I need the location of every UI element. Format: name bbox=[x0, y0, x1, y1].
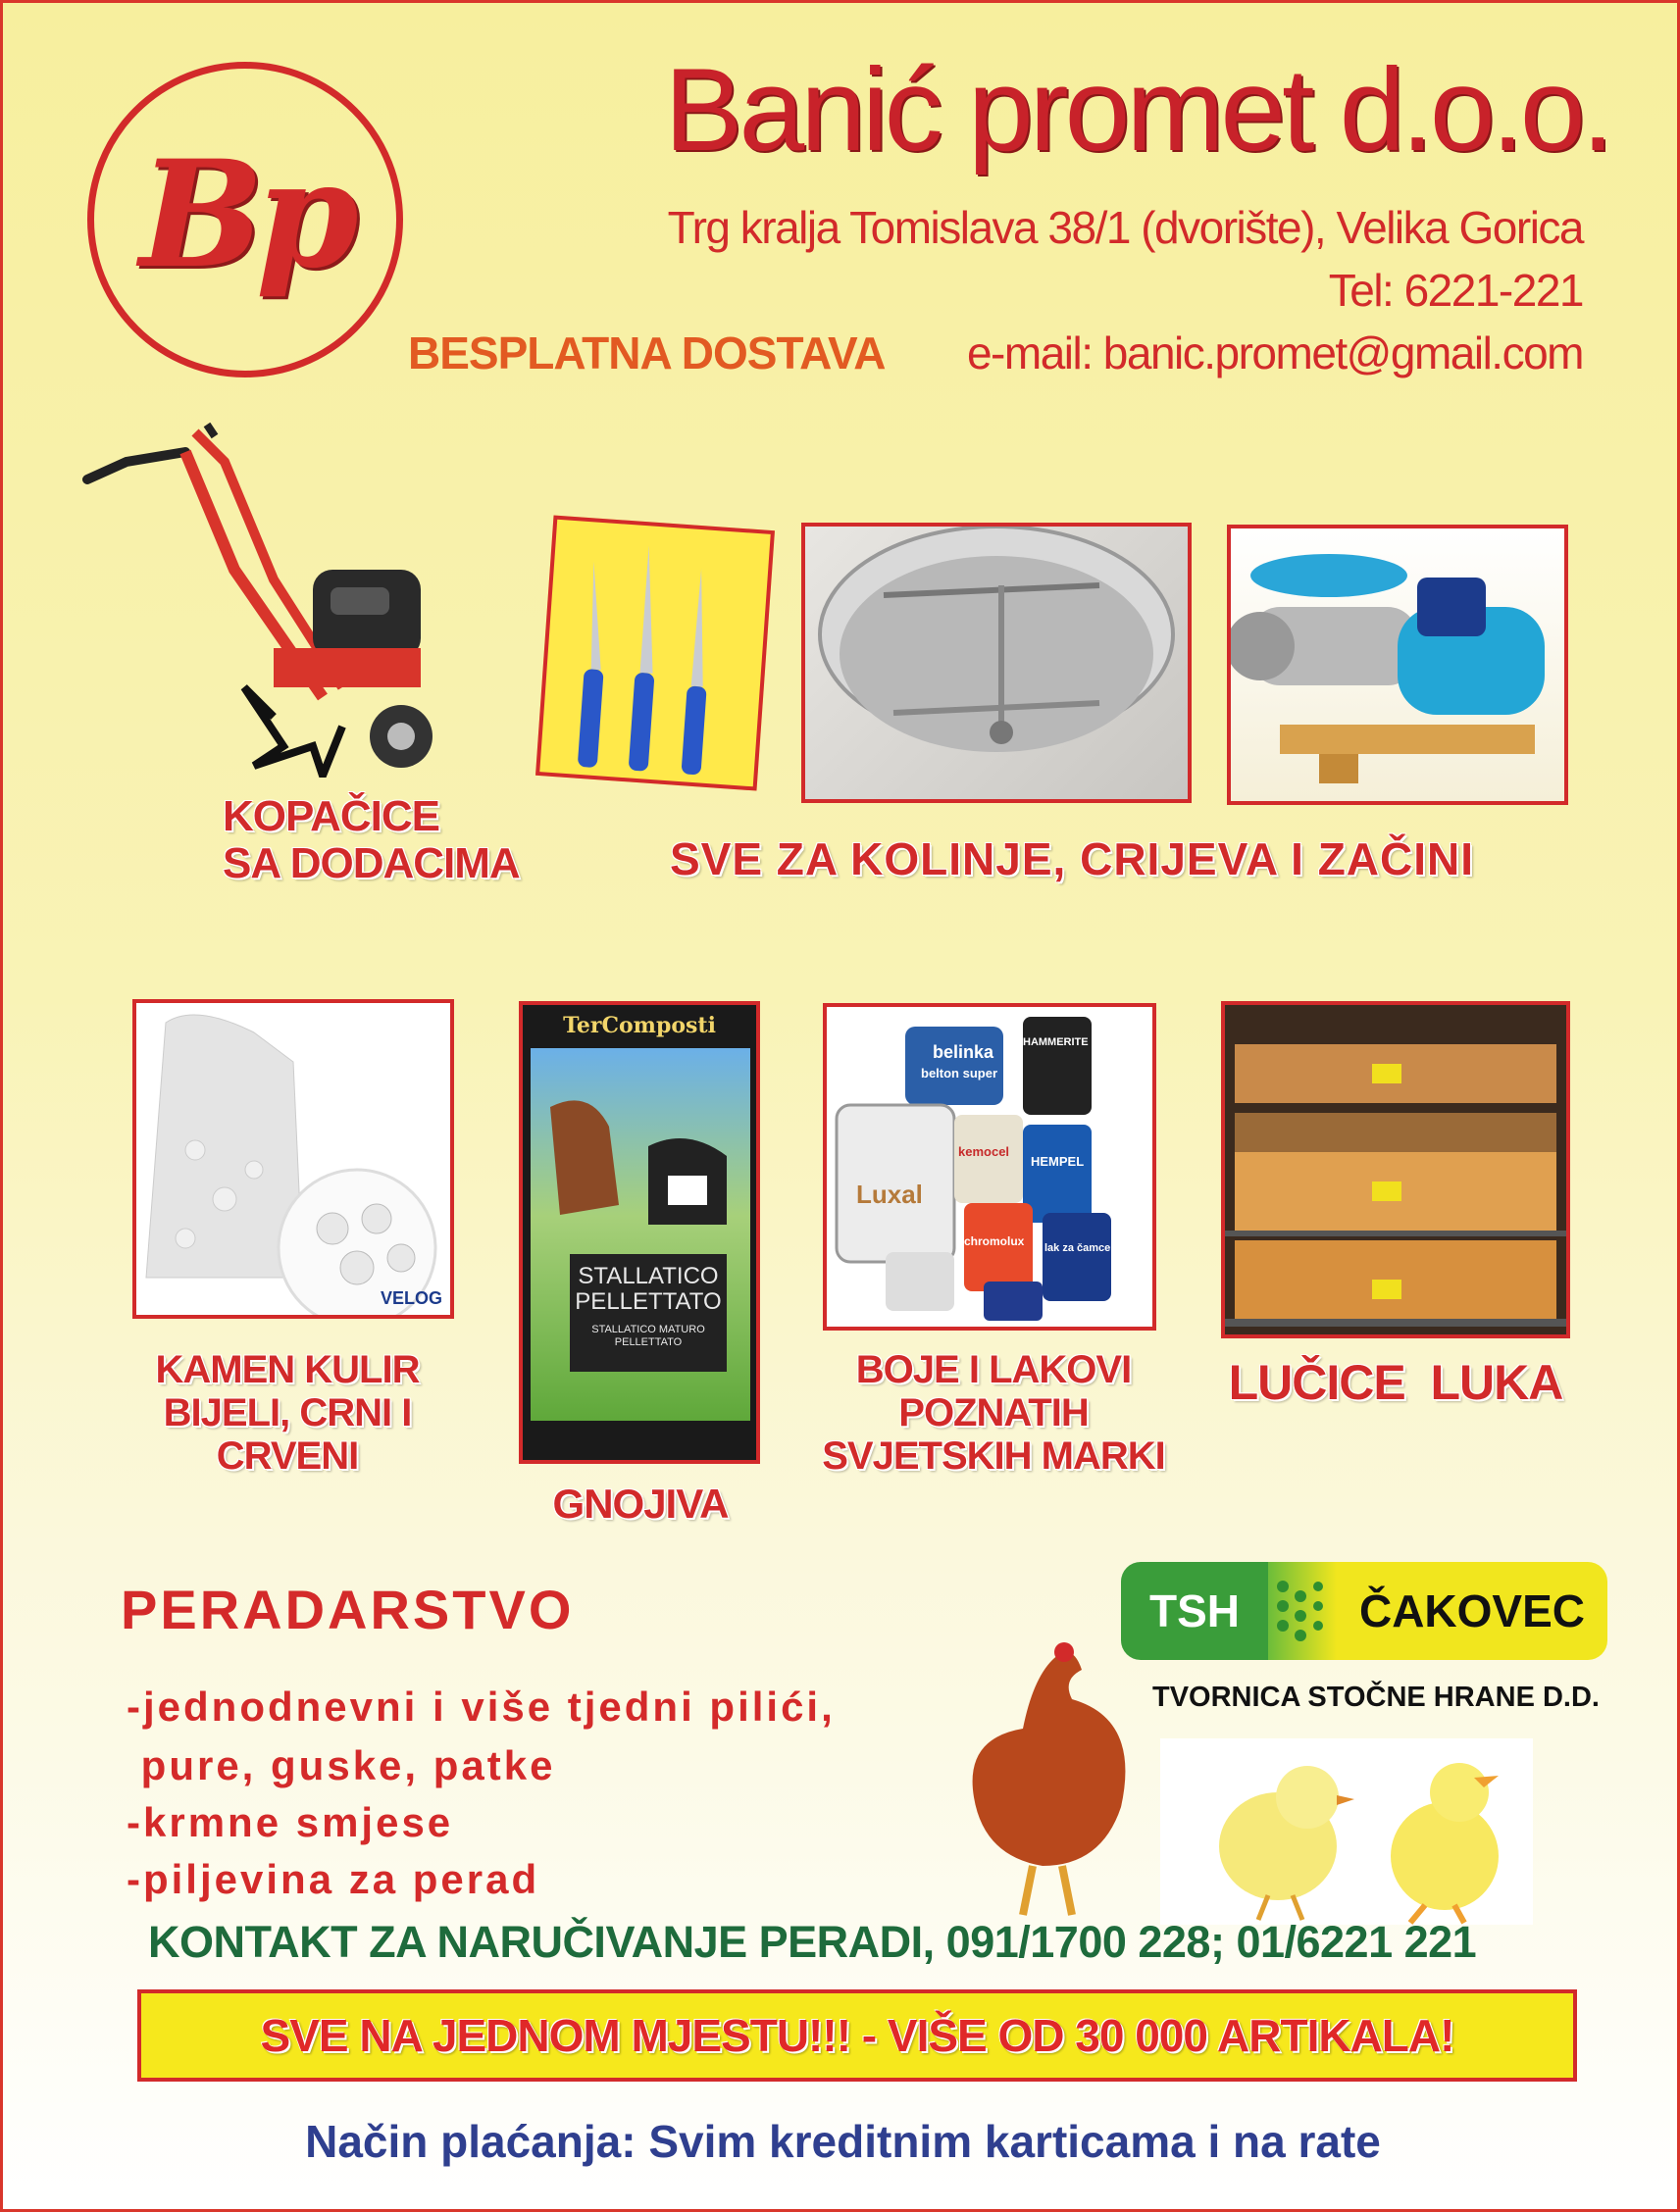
email: e-mail: banic.promet@gmail.com bbox=[966, 327, 1583, 378]
mixing-bowl-image bbox=[801, 523, 1192, 803]
poultry-title: PERADARSTVO bbox=[121, 1579, 575, 1640]
poultry-item: pure, guske, patke bbox=[127, 1742, 556, 1788]
fertilizer-name: STALLATICO PELLETTATO bbox=[575, 1263, 722, 1316]
phone: Tel: 6221-221 bbox=[1328, 265, 1583, 316]
fertilizer-caption: GNOJIVA bbox=[552, 1481, 729, 1527]
tsh-logo-right: ČAKOVEC bbox=[1337, 1562, 1607, 1660]
poultry-item: -jednodnevni i više tjedni pilići, bbox=[127, 1684, 836, 1730]
tsh-logo bbox=[1121, 1562, 1607, 1660]
company-name: Banić promet d.o.o. bbox=[664, 44, 1610, 176]
paint-label-hempel: HEMPEL bbox=[1031, 1154, 1085, 1169]
onion-caption: LUČICE LUKA bbox=[1228, 1355, 1563, 1410]
address: Trg kralja Tomislava 38/1 (dvorište), Velika Gorica bbox=[667, 202, 1583, 253]
stone-image bbox=[132, 999, 454, 1319]
paints-image bbox=[823, 1003, 1156, 1331]
paint-label-luxal: Luxal bbox=[856, 1180, 923, 1209]
tsh-subtitle: TVORNICA STOČNE HRANE D.D. bbox=[1152, 1682, 1600, 1713]
tsh-dots-icon bbox=[1268, 1562, 1337, 1660]
stone-brand: VELOG bbox=[380, 1288, 442, 1308]
paint-label-lak: lak za čamce bbox=[1044, 1242, 1111, 1254]
bp-logo bbox=[87, 62, 403, 377]
poultry-item: -piljevina za perad bbox=[127, 1856, 540, 1902]
onion-sets-image bbox=[1221, 1001, 1570, 1338]
fertilizer-bag-art bbox=[531, 1048, 750, 1421]
paint-label-belton: belton super bbox=[921, 1066, 998, 1081]
slaughter-caption: SVE ZA KOLINJE, CRIJEVA I ZAČINI bbox=[669, 833, 1475, 884]
chicks-image bbox=[1160, 1738, 1533, 1925]
tsh-logo-left: TSH bbox=[1121, 1562, 1268, 1660]
tiller-image bbox=[77, 423, 470, 778]
promo-banner bbox=[137, 1989, 1577, 2082]
fertilizer-subtitle: STALLATICO MATURO PELLETTATO bbox=[591, 1323, 705, 1348]
knives-image bbox=[535, 515, 775, 790]
payment-info: Način plaćanja: Svim kreditnim karticama i na rate bbox=[305, 2116, 1381, 2167]
free-delivery: BESPLATNA DOSTAVA bbox=[408, 327, 886, 378]
paint-label-belinka: belinka bbox=[933, 1042, 994, 1062]
hen-image bbox=[954, 1640, 1150, 1925]
order-contact: KONTAKT ZA NARUČIVANJE PERADI, 091/1700 228; 01/6221 221 bbox=[148, 1917, 1477, 1967]
stone-caption: KAMEN KULIR BIJELI, CRNI I CRVENI bbox=[155, 1348, 420, 1478]
paint-label-kemocel: kemocel bbox=[958, 1144, 1010, 1159]
promo-banner-text: SVE NA JEDNOM MJESTU!!! - VIŠE OD 30 000 ARTIKALA! bbox=[260, 2010, 1454, 2061]
paints-caption: BOJE I LAKOVI POZNATIH SVJETSKIH MARKI bbox=[822, 1348, 1165, 1478]
meat-grinder-image bbox=[1227, 525, 1568, 805]
poultry-item: -krmne smjese bbox=[127, 1799, 454, 1845]
paint-label-hammerite: HAMMERITE bbox=[1023, 1036, 1089, 1048]
fertilizer-brand: TerComposti bbox=[563, 1013, 716, 1038]
logo-text: Bp bbox=[139, 128, 351, 301]
tiller-caption: KOPAČICE SA DODACIMA bbox=[223, 792, 520, 888]
paint-label-chromolux: chromolux bbox=[964, 1234, 1025, 1248]
fertilizer-image bbox=[519, 1001, 760, 1464]
